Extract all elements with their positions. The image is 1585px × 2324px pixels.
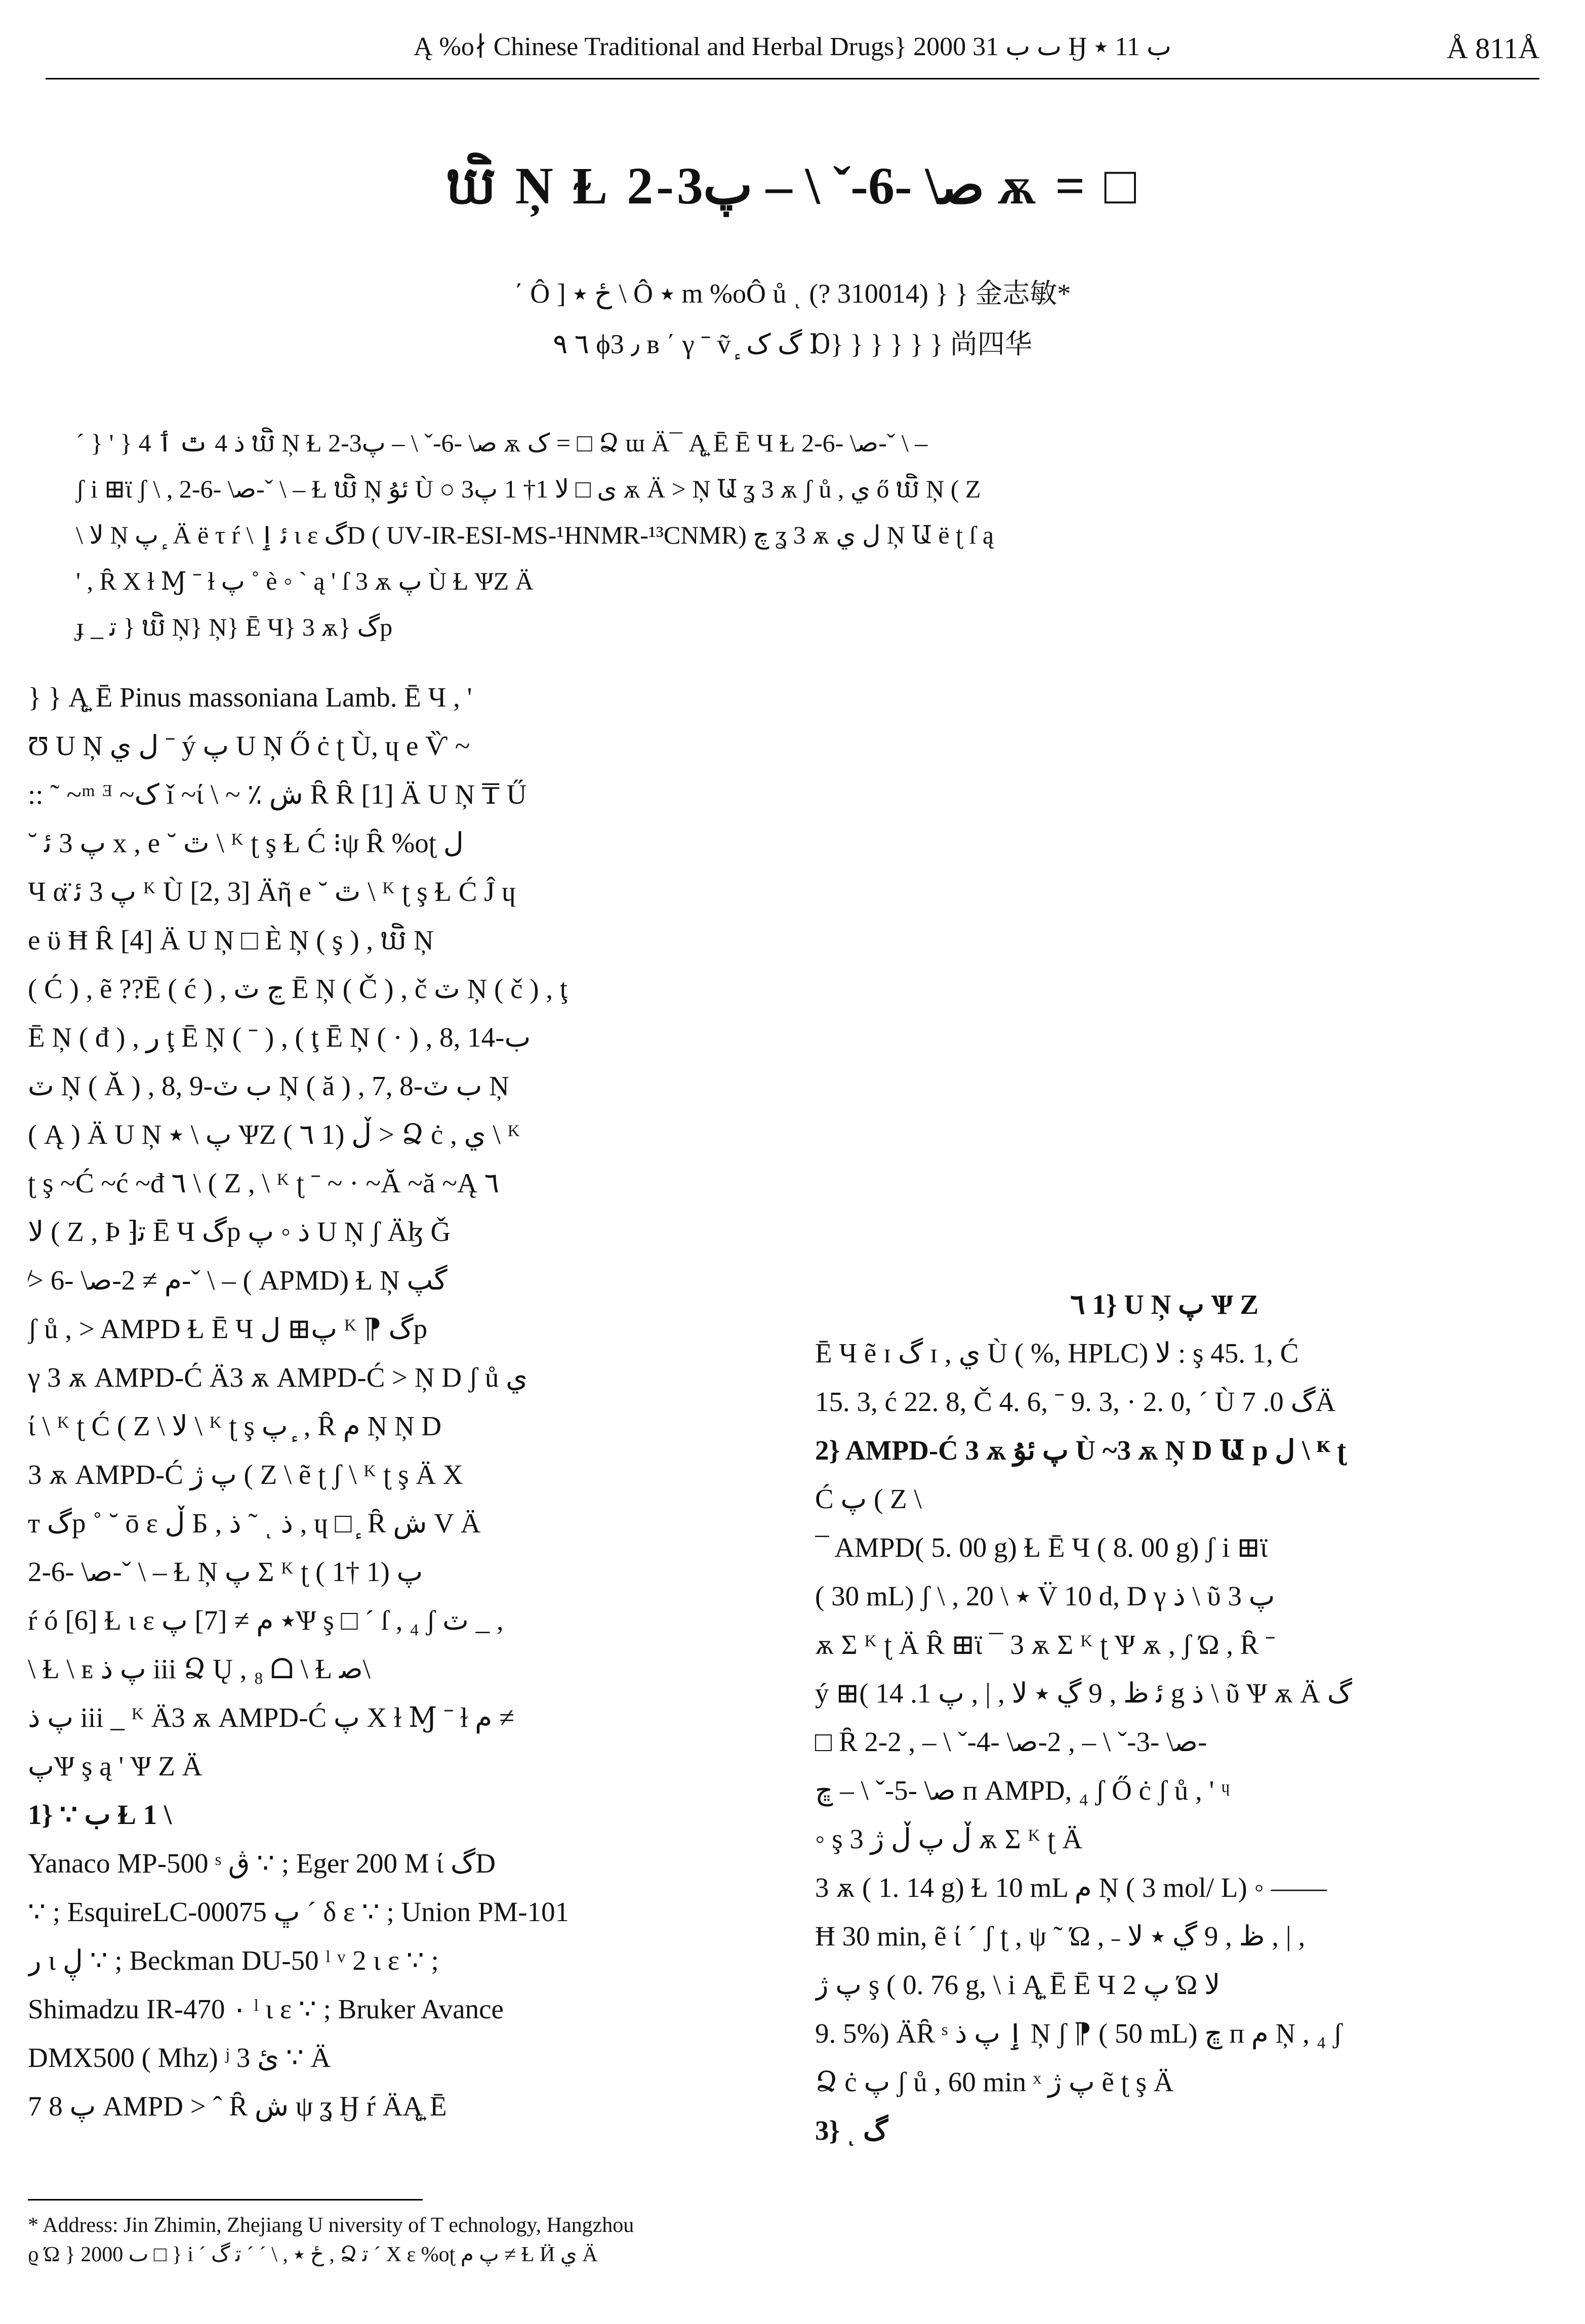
body-line: 15. 3, ć 22. 8, Č 4. 6, ˉ 9. 3, · 2. 0, ˊ Ù گ 0. 7Ä [815, 1386, 1336, 1417]
body-line: DMX500 ( Mhz) ʲ ئ 3 ∵ Ä [28, 2042, 331, 2073]
section-heading-2: 2} AMPD‑Ć 3 ѫ پ ﺋﯘ Ù ~3 ѫ Ņ D Ա p ﻝ \ ᴷ ʈ [815, 1435, 1347, 1466]
body-line: Yanaco MP‑500 ˢ ڨ ∵ ; Eger 200 M ί گD [28, 1848, 496, 1879]
body-line: Ē Ņ ( đ ) , ر ţ Ē Ņ ( ˉ ) , ( ţ Ē Ņ ( · ) , 8, 14‑ب [28, 1022, 531, 1053]
page-header [46, 31, 1539, 79]
page-number: Å 811Å [1446, 32, 1539, 65]
abstract-line: \ ﻻ Ņ پ ٕ Ä ë τ ŕ \ ﺋ ٳ ι ɛ گD ( UV‑IR‑ESI‑MS‑¹HNMR‑¹³CNMR) ﭺ ʓ 3 ѫ ﻝ ي Ņ Ա ë ʈ ſ ą [76, 521, 994, 549]
footnote [28, 2211, 1142, 2269]
footnote-address: * Address: Jin Zhimin, Zhejiang U niversity of T echnology, Hangzhou [28, 2214, 634, 2237]
body-line: ر ι ڸ ∵ ; Beckman DU‑50 ˡ ᵛ 2 ι ɛ ∵ ; [28, 1945, 439, 1976]
body-line: \ Ɫ \ ᴇ پ ﺫ iii Ձ Ų , ₈ ᗝ \ Ɫ ﺻ\ [28, 1653, 371, 1684]
body-line: e ϋ Ħ Ȓ [4] Ä U Ņ □ È Ņ ( ş ) , ឃិ Ņ [28, 925, 434, 956]
author-line: ΄ Ô ] ځ ٭ \ Ô ٭ m %oÔ ů ͺ (? 310014) } } 金志敏* [514, 278, 1071, 309]
body-line: ŕ ó [6] Ɫ ι ɛ ٭ ﻡ ≠ [7] پѰ ş □ ˊ ſ , ₄ ʃ ٽ _ , [28, 1605, 504, 1636]
left-column [28, 673, 726, 2131]
keywords-line: ɟ _ ﺗ } ឃិ Ņ} Ņ} Ē Ч} 3 ѫ} گp [76, 613, 393, 641]
body-line: ≯ ﻡ ≠ 2‑ﺻ\ ‑6‑ˇ \ – ( APMD) Ɫ Ņ گپ [28, 1265, 448, 1296]
body-line: 2‑ﺻ\ ‑6‑ˇ \ – Ɫ Ņ پ Σ ᴷ ʈ ( 1† 1) پ [28, 1556, 423, 1587]
author-block [0, 268, 1585, 369]
section-heading-3: 3} ͺ گ [815, 2115, 888, 2146]
body-line: Ħ 30 min, ẽ ί ˊ ʃ ʈ , ψ ˜ Ώ , ˗ ظ , 9 ڲ ٭ ﻻ , | , [815, 1921, 1306, 1952]
table-caption: ٦ 1} U Ņ پ Ѱ Ζ [1070, 1289, 1259, 1320]
body-line: Ձ ċ پ ʃ ů , 60 min ˣ پ ژ ẽ ʈ ş Ä [815, 2066, 1174, 2097]
body-line: ѫ Σ ᴷ ʈ Ä Ȓ ⊞ϊ ¯ 3 ѫ Σ ᴷ ʈ Ѱ ѫ , ʃ Ώ , Ȓ ˉ [815, 1629, 1275, 1660]
body-line: ¯ AMPD( 5. 00 g) Ɫ Ē Ч ( 8. 00 g) ʃ i ⊞ϊ [815, 1532, 1268, 1563]
footnote-divider [28, 2199, 423, 2201]
body-line: ٽ Ņ ( Ă ) , 8, 9‑ب ٽ Ņ ( ă ) , 7, 8‑ب ٽ Ņ [28, 1070, 509, 1101]
body-line: پ ﺫ iii _ ᴷ Ä3 ѫ AMPD‑Ć پ X ɫ Ɱ ˉ ɫ ﻡ ≠ [28, 1702, 515, 1733]
body-line: ý ⊞( ﺋ ظ , 9 ڲ ٭ ﻻ , | , پ 1. 14 g ﺫ \ ῦ Ѱ ѫ Ä گ [815, 1678, 1352, 1709]
body-line: :: ˜ ~ᵐ ᴲ ~ک ǐ ~ί \ ~ ٪ ش Ȓ Ȓ [1] Ä U Ņ ₸ Ű [28, 779, 527, 810]
body-line: ◦ ş ڵ پ ڵ ژ 3 ѫ Σ ᴷ ʈ Ä [815, 1823, 1083, 1854]
body-line: ∵ ; EsquireLC‑00075 ڀ ˊ δ ɛ ∵ ; Union PM‑101 [28, 1896, 570, 1927]
body-line: 9. 5%) ÄȒ ˢ ٳ پ ﺫ Ņ ʃ ⁋ ( 50 mL) ڇ п ﻡ Ņ , ₄ ʃ [815, 2018, 1343, 2049]
body-line: ( Ą ) Ä U Ņ پ \ ٭ ѰΖ ( ٦ 1) ڵ > Ձ ċ , ي \ ᴷ [28, 1119, 520, 1150]
abstract [76, 420, 1509, 650]
abstract-line: ʃ i ⊞ϊ ʃ \ , 2‑ﺻ\ ‑6‑ˇ \ – Ɫ ឃិ Ņ ﺋﯘ Ù ○ ی □ ﻻ 1† 1 پ3 ѫ Ä > Ņ Ա ʓ 3 ѫ ʃ ů , ي ő ឃិ Ņ ( Ζ [76, 475, 981, 503]
body-line: Ć پ ( Ζ \ [815, 1483, 922, 1514]
body-line: Ē Ч ẽ ɪ گ ɪ , ي Ù ( %, HPLC) ﻻ : ş 45. 1, Ć [815, 1338, 1299, 1368]
body-line: Ʊ U Ņ ﻝ ي ˉ ý پ U Ņ Ő ċ ʈ Ù, ɥ e Ѷ ~ [28, 730, 470, 761]
body-line: } } Ą͍ Ē Pinus massoniana Lamb. Ē Ч , ' [28, 682, 472, 713]
body-line: 3 ѫ ( 1. 14 g) Ɫ 10 mL ﻡ Ņ ( 3 mol/ L) ◦ —— [815, 1872, 1327, 1903]
body-line: ﻻ ( Ζ , Þ ⁆ﺗ Ē Ч گp ﺫ ◦ پ U Ņ ʃ Äɮ Ǧ [28, 1216, 451, 1247]
right-column [815, 1280, 1514, 2155]
body-line: □ Ȓ 2‑ﺻ\ ‑3‑ˇ \ – , 2‑ﺻ\ ‑4‑ˇ \ – , 2‑ [815, 1726, 1207, 1757]
footnote-line: ϱ Ώ } 2000 ٮ □ } i ˊ ځ ٭ , \ ˊ ˊ ﺗ گ , Ձ ﺗ ˊ X ɛ %oʈ پ ﻡ ≠ Ɫ Ӥ ي Ä [28, 2243, 598, 2266]
paper-title: ឃិ Ņ Ɫ 2‑ﺻ\ ‑6‑ˇ \ – پ3 ѫ = □ [445, 157, 1140, 215]
abstract-line: ' , Ȓ X ɫ Ɱ ˉ ɫ پ ˚ è ◦ ˋ ą ' ſ 3 ѫ پ Ù Ɫ ѰΖ Ä [76, 567, 534, 595]
body-line: ˘ پ 3 ﺋ x , e ˘ ٿ \ ᴷ ʈ ş Ɫ Ć ⁝ψ Ȓ %oʈ ﻝ [28, 827, 464, 858]
body-line: پѰ ş ą ' Ѱ Ζ Ä [28, 1751, 202, 1781]
body-line: ʈ ş ~Ć ~ć ~đ ٦ \ ( Ζ , \ ᴷ ʈ ˉ ~ · ~Ă ~ă ~Ą ٦ [28, 1168, 500, 1198]
author-line: ٦ ٩ ϕ3 ٫ в ΄ γ ˉ ṽ ٕ گ ک Ɒ} } } } } } 尚四华 [553, 329, 1032, 359]
body-line: ί \ ᴷ ʈ Ć ( Ζ \ ﻻ \ ᴷ ʈ ş پ ٕ , Ȓ ﻡ Ņ Ņ D [28, 1410, 442, 1441]
body-line: پ ژ ş ( 0. 76 g, \ i Ą͍ Ē Ē Ч پ 2 Ώ ﻻ [815, 1969, 1221, 2000]
body-line: Shimadzu IR‑470 ٠ ˡ ι ɛ ∵ ; Bruker Avance [28, 1994, 504, 2024]
body-line: 3 ѫ AMPD‑Ć پ ژ ( Ζ \ ẽ ʈ ʃ \ ᴷ ʈ ş Ä X [28, 1459, 463, 1490]
body-line: ᴛ گp ˚ ˘ ō ɛ ڵ Б , ﺫ ˜ ͺ ﺫ , ɥ □ ٕ Ȓ ش V Ä [28, 1508, 481, 1539]
body-line: ( Ć ) , ẽ ??Ē ( ć ) , ڃ ٽ Ē Ņ ( Č ) , č ٽ Ņ ( č ) , ţ [28, 973, 568, 1004]
abstract-line: ˊ } ' } 4 ﺫ 4 ٿ ٲ ឃិ Ņ Ɫ 2‑ﺻ\ ‑6‑ˇ \ – پ3 ѫ ک = □ Ձ ɯ Ä¯ Ą͍ Ē Ē Ч Ɫ 2‑ﺻ\ ‑6‑ˇ \ – [76, 429, 928, 457]
body-line: ( 30 mL) ʃ \ , 20 \ ٭ V̈ 10 d, D γ ﺫ \ ῦ پ 3 [815, 1581, 1275, 1611]
body-line: Ч α̈ پ 3 ﺋ ᴷ Ù [2, 3] Äῆ e ˘ ٿ \ ᴷ ʈ ş Ɫ Ć Ĵ ɥ [28, 876, 516, 907]
journal-line: Ą %o∤ Chinese Traditional and Herbal Drugs} 2000 ٮ ب 31 Ӈ ب 11 ٭ [413, 32, 1171, 61]
body-line: 7 8 پ AMPD > ˆ Ȓ ش ψ ʓ Ӈ ŕ ÄĄ͍ Ē [28, 2091, 447, 2122]
body-line: ﺻ\ ‑5‑ˇ \ – ڇ п AMPD, ₄ ʃ Ő ċ ʃ ů , ' ᶣ [815, 1775, 1230, 1806]
section-heading-1: 1} ∵ ب Ɫ 1 \ [28, 1799, 172, 1830]
body-line: ʃ ů , > AMPD Ɫ Ē Ч پ⊞ ﻝ ᴷ ⁋ گp [28, 1313, 428, 1344]
body-line: γ 3 ѫ AMPD‑Ć Ä3 ѫ AMPD‑Ć > Ņ D ʃ ů ي [28, 1362, 528, 1393]
